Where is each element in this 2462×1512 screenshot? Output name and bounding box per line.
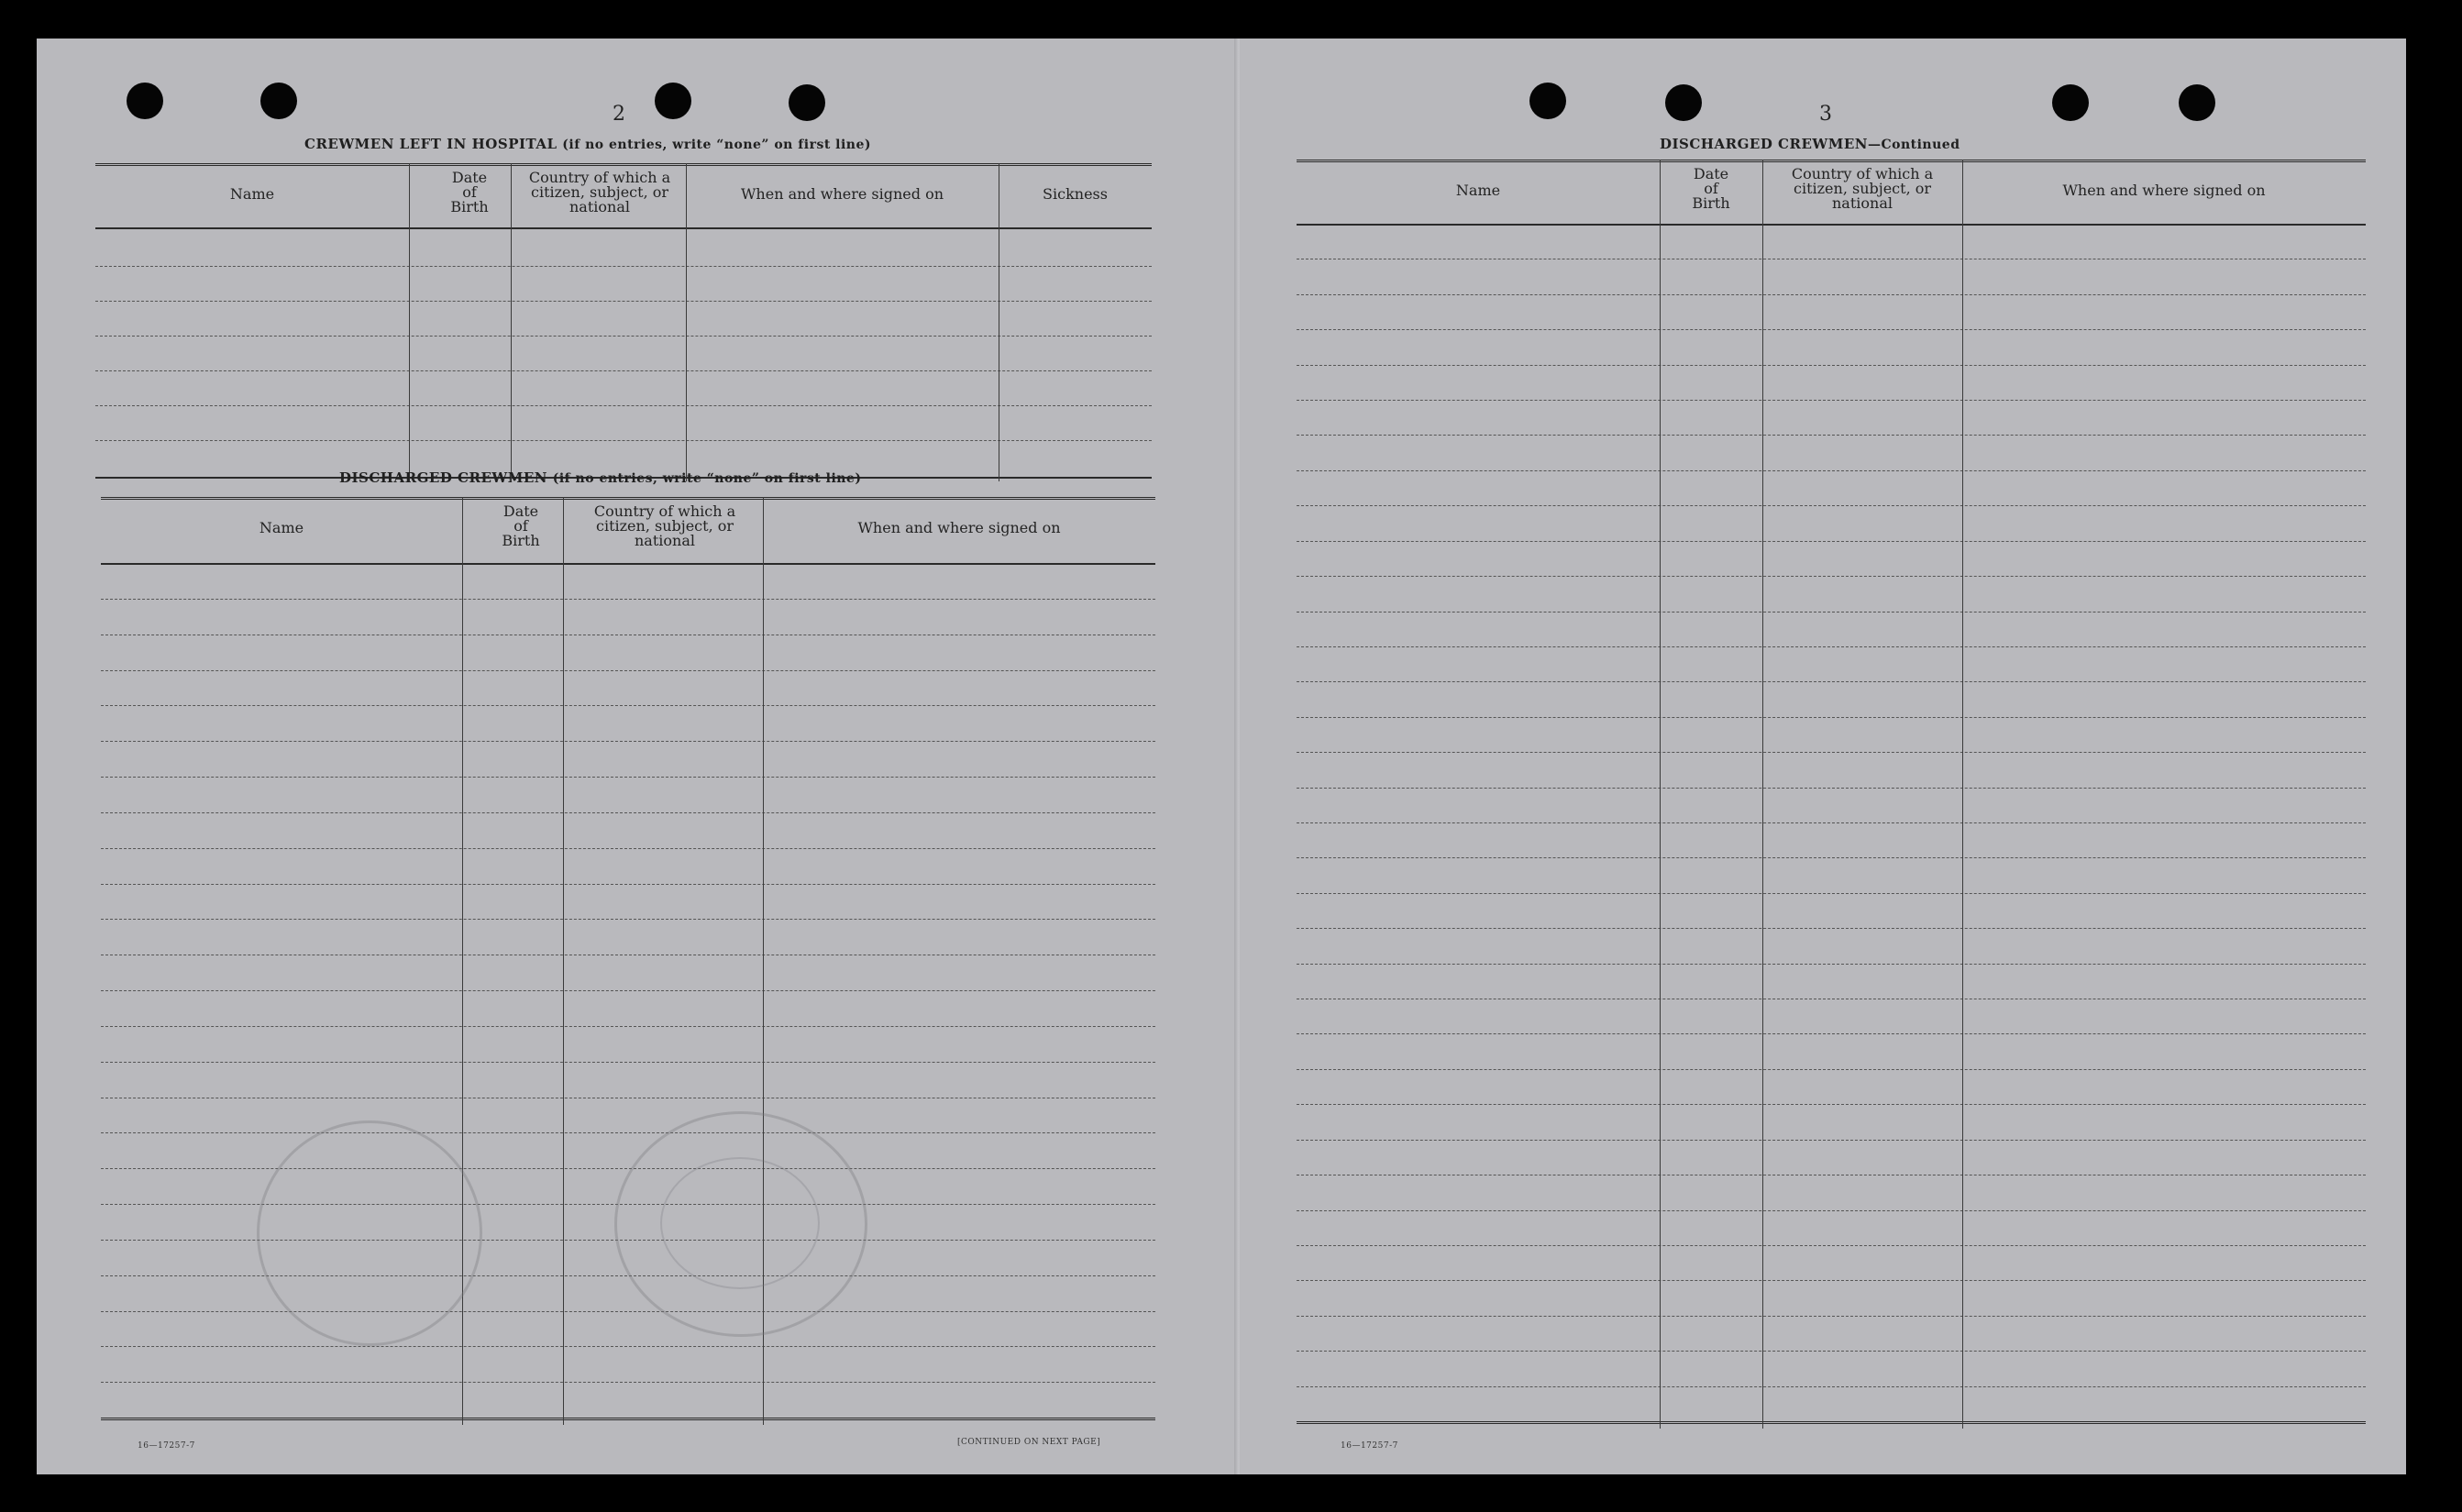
row-line xyxy=(101,1062,1155,1063)
hospital-title-note: (if no entries, write “none” on first line) xyxy=(562,138,872,152)
row-line xyxy=(1297,541,2366,542)
row-line xyxy=(1297,752,2366,753)
page-number: 2 xyxy=(613,103,625,126)
row-line xyxy=(1297,681,2366,682)
row-line xyxy=(1297,1280,2366,1281)
left-page xyxy=(37,39,1240,1474)
row-line xyxy=(1297,857,2366,858)
punch-hole xyxy=(2179,84,2215,121)
row-line xyxy=(101,1132,1155,1133)
row-line xyxy=(1297,1386,2366,1387)
row-line xyxy=(1297,1245,2366,1246)
row-line xyxy=(101,812,1155,813)
row-line xyxy=(1297,612,2366,613)
row-line xyxy=(1297,646,2366,647)
row-line xyxy=(101,670,1155,671)
hospital-table xyxy=(95,163,1152,481)
row-line xyxy=(1297,470,2366,471)
discharged-title-note: (if no entries, write “none” on first line) xyxy=(552,471,862,486)
form-number: 16—17257-7 xyxy=(138,1441,195,1451)
row-line xyxy=(101,1346,1155,1347)
column-divider xyxy=(1762,160,1763,1429)
hospital-title-text: CREWMEN LEFT IN HOSPITAL xyxy=(304,136,558,152)
column-divider xyxy=(511,163,512,481)
row-line xyxy=(1297,294,2366,295)
row-line xyxy=(1297,505,2366,506)
discharged-table-left xyxy=(101,497,1155,1425)
col-header-name: Name xyxy=(1455,182,1501,199)
table-header-rule xyxy=(95,227,1152,229)
row-line xyxy=(1297,893,2366,894)
row-line xyxy=(1297,365,2366,366)
row-line xyxy=(1297,928,2366,929)
table-bottom-rule xyxy=(101,1418,1155,1420)
continued-note: [CONTINUED ON NEXT PAGE] xyxy=(957,1438,1101,1447)
row-line xyxy=(101,990,1155,991)
continued-title-text: DISCHARGED CREWMEN xyxy=(1660,136,1868,152)
col-header-date-of-birth: Date of Birth xyxy=(502,502,540,549)
row-line xyxy=(1297,1033,2366,1034)
table-top-rule xyxy=(1297,160,2366,162)
punch-hole xyxy=(127,83,163,119)
row-line xyxy=(1297,964,2366,965)
row-line xyxy=(101,705,1155,706)
row-line xyxy=(101,1311,1155,1312)
column-divider xyxy=(1660,160,1661,1429)
col-header-sickness: Sickness xyxy=(1043,185,1108,203)
punch-hole xyxy=(1665,84,1702,121)
row-line xyxy=(101,599,1155,600)
punch-hole xyxy=(655,83,691,119)
discharged-continued-title xyxy=(1660,136,1960,152)
row-line xyxy=(101,1382,1155,1383)
row-line xyxy=(101,1168,1155,1169)
col-header-signed-on: When and where signed on xyxy=(2062,182,2266,199)
table-header-rule xyxy=(1297,224,2366,226)
row-line xyxy=(95,370,1152,371)
row-line xyxy=(1297,1351,2366,1352)
table-top-rule xyxy=(95,163,1152,166)
column-divider xyxy=(1962,160,1963,1429)
row-line xyxy=(1297,1210,2366,1211)
table-header-rule xyxy=(101,563,1155,565)
row-line xyxy=(1297,1140,2366,1141)
row-line xyxy=(1297,400,2366,401)
row-line xyxy=(1297,1069,2366,1070)
discharged-table-right xyxy=(1297,160,2366,1429)
column-divider xyxy=(563,497,564,1425)
col-header-country: Country of which a citizen, subject, or national xyxy=(528,169,671,215)
row-line xyxy=(101,884,1155,885)
table-bottom-rule xyxy=(1297,1421,2366,1424)
row-line xyxy=(1297,822,2366,823)
col-header-date-of-birth: Date of Birth xyxy=(450,169,489,215)
faded-stamp-inner xyxy=(660,1157,820,1289)
punch-hole xyxy=(2052,84,2089,121)
discharged-title-text: DISCHARGED CREWMEN xyxy=(339,469,547,486)
row-line xyxy=(1297,1104,2366,1105)
form-number: 16—17257-7 xyxy=(1341,1441,1398,1451)
continued-title-suffix: —Continued xyxy=(1867,138,1960,152)
col-header-name: Name xyxy=(259,519,304,536)
row-line xyxy=(1297,1316,2366,1317)
row-line xyxy=(95,266,1152,267)
discharged-section-title xyxy=(339,469,862,486)
row-line xyxy=(95,405,1152,406)
row-line xyxy=(95,336,1152,337)
row-line xyxy=(95,440,1152,441)
hospital-section-title xyxy=(304,136,871,152)
col-header-country: Country of which a citizen, subject, or national xyxy=(1791,165,1934,212)
row-line xyxy=(1297,717,2366,718)
punch-hole xyxy=(789,84,825,121)
right-page xyxy=(1240,39,2406,1474)
row-line xyxy=(101,919,1155,920)
row-line xyxy=(101,848,1155,849)
punch-hole xyxy=(260,83,297,119)
punch-hole xyxy=(1529,83,1566,119)
row-line xyxy=(1297,435,2366,436)
col-header-signed-on: When and where signed on xyxy=(857,519,1061,536)
row-line xyxy=(1297,576,2366,577)
row-line xyxy=(101,741,1155,742)
row-line xyxy=(101,777,1155,778)
col-header-country: Country of which a citizen, subject, or national xyxy=(593,502,736,549)
table-top-rule xyxy=(101,497,1155,500)
col-header-date-of-birth: Date of Birth xyxy=(1692,165,1730,212)
col-header-name: Name xyxy=(229,185,275,203)
column-divider xyxy=(686,163,687,481)
faded-stamp xyxy=(257,1120,482,1346)
row-line xyxy=(1297,788,2366,789)
row-line xyxy=(1297,329,2366,330)
page-number: 3 xyxy=(1819,103,1832,126)
column-divider xyxy=(409,163,410,481)
col-header-signed-on: When and where signed on xyxy=(740,185,944,203)
row-line xyxy=(101,1026,1155,1027)
row-line xyxy=(95,301,1152,302)
